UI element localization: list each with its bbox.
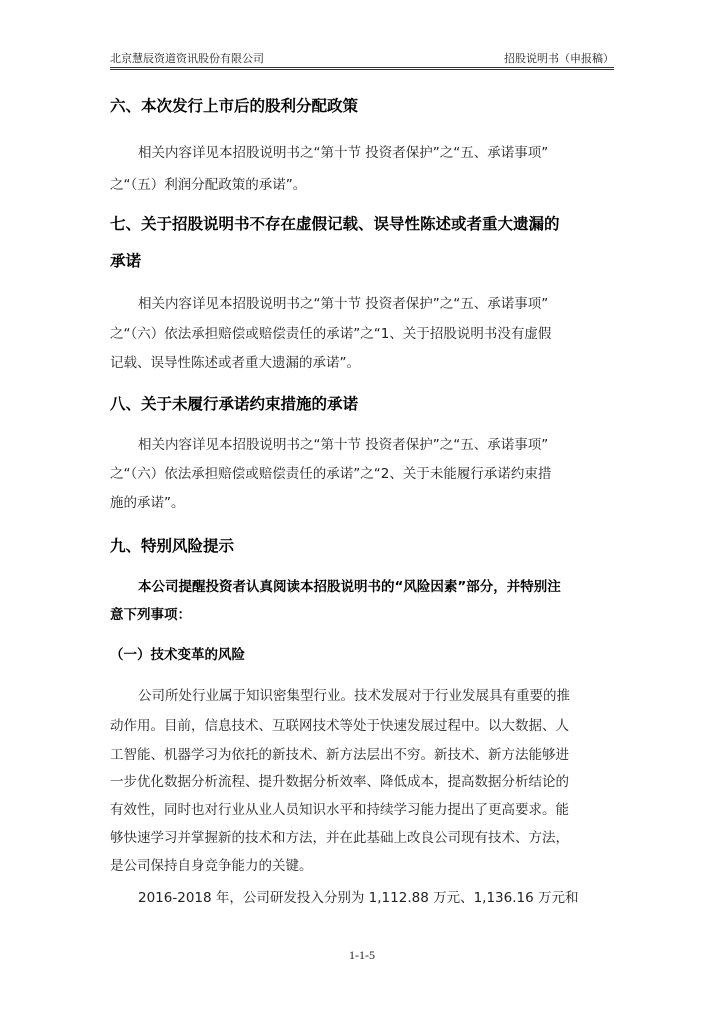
section-9-heading: 九、特别风险提示 <box>110 537 235 555</box>
section-7-heading-line-2: 承诺 <box>110 252 142 270</box>
section-8-line-2: 之“（六）依法承担赔偿或赔偿责任的承诺”之“2、关于未能履行承诺约束措 <box>110 466 552 482</box>
page-header <box>110 50 614 68</box>
document-type: 招股说明书（申报稿） <box>504 52 614 65</box>
header-divider <box>110 67 614 68</box>
section-7-heading-line-1: 七、关于招股说明书不存在虚假记载、误导性陈述或者重大遗漏的 <box>110 215 560 233</box>
company-name: 北京慧辰资道资讯股份有限公司 <box>110 52 264 65</box>
subsection-1-heading: （一）技术变革的风险 <box>110 647 245 663</box>
section-7-line-3: 记载、误导性陈述或者重大遗漏的承诺”。 <box>110 355 360 371</box>
header-divider-secondary <box>110 69 614 70</box>
page-number: 1-1-5 <box>349 948 375 962</box>
section-6-line-2: 之“（五）利润分配政策的承诺”。 <box>110 177 307 193</box>
subsection-1-line-5: 有效性，同时也对行业从业人员知识水平和持续学习能力提出了更高要求。能 <box>110 802 569 818</box>
subsection-1-line-1: 公司所处行业属于知识密集型行业。技术发展对于行业发展具有重要的推 <box>138 688 570 704</box>
section-7-line-2: 之“（六）依法承担赔偿或赔偿责任的承诺”之“1、关于招股说明书没有虚假 <box>110 326 552 342</box>
section-8-line-3: 施的承诺”。 <box>110 495 185 511</box>
section-9-intro-line-1: 本公司提醒投资者认真阅读本招股说明书的“风险因素”部分，并特别注 <box>138 579 561 595</box>
section-8-heading: 八、关于未履行承诺约束措施的承诺 <box>110 395 359 413</box>
subsection-1-line-4: 一步优化数据分析流程、提升数据分析效率、降低成本，提高数据分析结论的 <box>110 774 569 790</box>
subsection-1-line-7: 是公司保持自身竞争能力的关键。 <box>110 858 313 874</box>
section-9-intro-line-2: 意下列事项： <box>110 607 191 623</box>
section-6-heading: 六、本次发行上市后的股利分配政策 <box>110 97 359 115</box>
section-6-line-1: 相关内容详见本招股说明书之“第十节 投资者保护”之“五、承诺事项” <box>138 145 549 161</box>
rd-investment-line: 2016-2018 年，公司研发投入分别为 1,112.88 万元、1,136.16 万元和 <box>138 890 579 906</box>
subsection-1-line-2: 动作用。目前，信息技术、互联网技术等处于快速发展过程中。以大数据、人 <box>110 718 569 734</box>
section-8-line-1: 相关内容详见本招股说明书之“第十节 投资者保护”之“五、承诺事项” <box>138 437 549 453</box>
section-7-line-1: 相关内容详见本招股说明书之“第十节 投资者保护”之“五、承诺事项” <box>138 296 549 312</box>
subsection-1-line-3: 工智能、机器学习为依托的新技术、新方法层出不穷。新技术、新方法能够进 <box>110 747 569 763</box>
subsection-1-line-6: 够快速学习并掌握新的技术和方法，并在此基础上改良公司现有技术、方法， <box>110 830 569 846</box>
